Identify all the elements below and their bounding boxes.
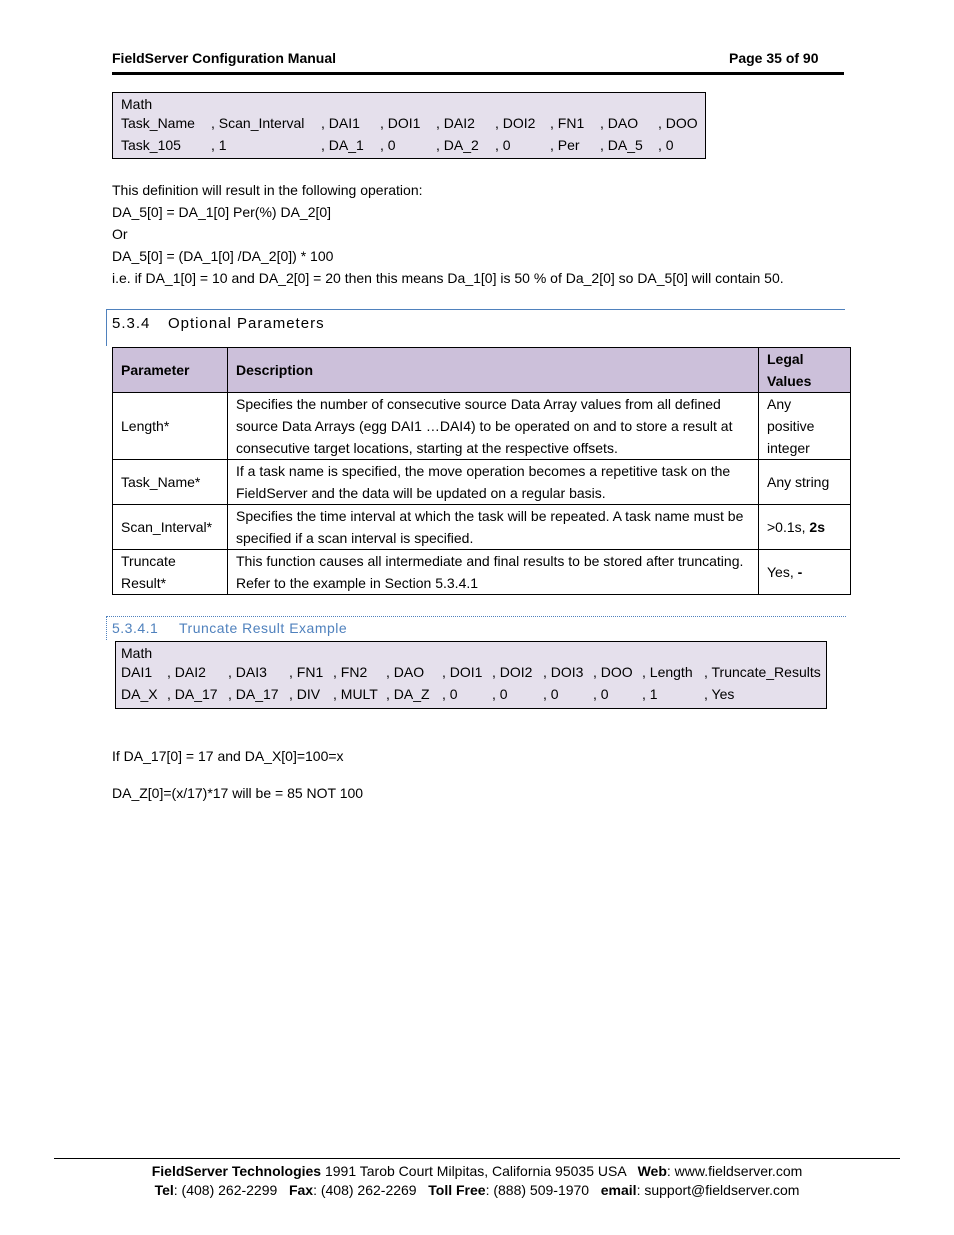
legal-value-text: Yes, — [767, 564, 798, 580]
legal-value-text: >0.1s, — [767, 519, 810, 535]
config-header-cell: , FN2 — [333, 664, 368, 680]
footer-web-label: Web — [637, 1163, 667, 1179]
column-header-parameter: Parameter — [113, 348, 228, 393]
config-value-cell: DA_X — [121, 686, 158, 702]
param-name: Task_Name* — [113, 460, 228, 505]
footer-rule — [54, 1158, 900, 1159]
document-title: FieldServer Configuration Manual — [112, 50, 337, 66]
column-header-description: Description — [228, 348, 759, 393]
footer-tel-label: Tel — [154, 1182, 174, 1198]
config-header-cell: , DAI2 — [167, 664, 206, 680]
config-value-cell: , 1 — [211, 137, 227, 153]
operation-intro: This definition will result in the following operation: — [112, 182, 423, 198]
config-value-cell: , Yes — [704, 686, 735, 702]
config-value-cell: , DA_17 — [167, 686, 218, 702]
footer-web-link[interactable]: : www.fieldserver.com — [666, 1163, 803, 1179]
subsection-rule-vertical — [106, 616, 107, 640]
header-rule — [112, 72, 844, 75]
config-value-cell: , 0 — [495, 137, 511, 153]
config-block-truncate — [115, 641, 827, 709]
config-header-cell: , FN1 — [289, 664, 324, 680]
param-description: Specifies the time interval at which the task will be repeated. A task name must be specified if a scan interval is specified. — [228, 505, 759, 550]
config-value-cell: , DIV — [289, 686, 321, 702]
config-header-cell: , DOI3 — [543, 664, 584, 680]
config-header-cell: , DOI1 — [442, 664, 483, 680]
param-description: If a task name is specified, the move operation becomes a repetitive task on the FieldServer and the data will be updated on a regular basis. — [228, 460, 759, 505]
config-header-cell: , DOO — [593, 664, 633, 680]
footer-address-line — [54, 1163, 900, 1179]
footer-contact-line — [54, 1182, 900, 1198]
config-value-cell: , 0 — [380, 137, 396, 153]
table-row — [113, 393, 851, 460]
config-line-math: Math — [121, 96, 153, 112]
config-header-cell: , DOO — [658, 115, 698, 131]
param-legal-values — [759, 505, 851, 550]
table-row — [113, 550, 851, 595]
operation-equation-2: DA_5[0] = (DA_1[0] /DA_2[0]) * 100 — [112, 248, 334, 264]
config-header-cell: , DAO — [386, 664, 425, 680]
config-value-cell: , 0 — [442, 686, 458, 702]
legal-value-default: - — [797, 564, 803, 580]
config-value-cell: , DA_1 — [321, 137, 364, 153]
config-value-cell: , DA_17 — [228, 686, 279, 702]
config-header-cell: , Truncate_Results — [704, 664, 821, 680]
legal-header-line-1: Legal — [767, 351, 804, 367]
config-value-cell: , 0 — [658, 137, 674, 153]
param-description: This function causes all intermediate and final results to be stored after truncating. Refer to the example in Section 5.3.4.1 — [228, 550, 759, 595]
param-legal-values: Any string — [759, 460, 851, 505]
column-header-legal-values — [759, 348, 851, 393]
subsection-heading — [112, 620, 347, 636]
param-legal-values: Any positive integer — [759, 393, 851, 460]
table-row — [113, 505, 851, 550]
table-row — [113, 460, 851, 505]
footer-tollfree-label: Toll Free — [428, 1182, 486, 1198]
example-line-1: If DA_17[0] = 17 and DA_X[0]=100=x — [112, 748, 344, 764]
operation-or: Or — [112, 226, 128, 242]
footer-tel: : (408) 262-2299 — [173, 1182, 289, 1198]
subsection-title: Truncate Result Example — [179, 620, 348, 636]
config-value-cell: , DA_Z — [386, 686, 430, 702]
config-header-cell: , DOI2 — [495, 115, 536, 131]
config-value-cell: , Per — [550, 137, 580, 153]
page-number: Page 35 of 90 — [729, 50, 819, 66]
param-name: Scan_Interval* — [113, 505, 228, 550]
config-header-cell: , DOI2 — [492, 664, 533, 680]
operation-equation-1: DA_5[0] = DA_1[0] Per(%) DA_2[0] — [112, 204, 332, 220]
optional-parameters-table — [112, 347, 851, 595]
config-header-cell: , FN1 — [550, 115, 585, 131]
footer-company: FieldServer Technologies — [151, 1163, 322, 1179]
config-value-cell: , DA_2 — [436, 137, 479, 153]
section-heading — [112, 315, 325, 332]
subsection-rule — [106, 616, 846, 617]
param-name: Truncate Result* — [113, 550, 228, 595]
config-header-cell: , DOI1 — [380, 115, 421, 131]
section-number: 5.3.4 — [112, 315, 151, 332]
section-title: Optional Parameters — [168, 315, 325, 332]
operation-explanation: i.e. if DA_1[0] = 10 and DA_2[0] = 20 then this means Da_1[0] is 50 % of Da_2[0] so DA_5[0] will contain 50. — [112, 270, 784, 286]
param-name: Length* — [113, 393, 228, 460]
subsection-number: 5.3.4.1 — [112, 620, 159, 636]
config-header-cell: , DAO — [600, 115, 639, 131]
footer-fax: : (408) 262-2269 — [313, 1182, 429, 1198]
config-header-cell: , Length — [642, 664, 693, 680]
config-value-cell: , 1 — [642, 686, 658, 702]
config-block-task — [112, 92, 706, 159]
config-value-cell: , 0 — [593, 686, 609, 702]
config-value-cell: , DA_5 — [600, 137, 643, 153]
footer-email-link[interactable]: : support@fieldserver.com — [636, 1182, 800, 1198]
example-line-2: DA_Z[0]=(x/17)*17 will be = 85 NOT 100 — [112, 785, 364, 801]
config-header-cell: , Scan_Interval — [211, 115, 305, 131]
param-description: Specifies the number of consecutive source Data Array values from all defined source Data Arrays (egg DAI1 …DAI4) to be operated on and to store a result at consecutive target locations, starting at the respective offsets. — [228, 393, 759, 460]
config-header-cell: Task_Name — [121, 115, 195, 131]
param-legal-values — [759, 550, 851, 595]
config-header-cell: , DAI3 — [228, 664, 267, 680]
legal-header-line-2: Values — [767, 373, 812, 389]
config-value-cell: , MULT — [333, 686, 378, 702]
footer-address: 1991 Tarob Court Milpitas, California 95035 USA — [321, 1163, 638, 1179]
config-header-cell: , DAI1 — [321, 115, 360, 131]
config-value-cell: Task_105 — [121, 137, 181, 153]
config-header-cell: DAI1 — [121, 664, 153, 680]
legal-value-default: 2s — [809, 519, 825, 535]
config-line-math: Math — [121, 645, 153, 661]
config-value-cell: , 0 — [543, 686, 559, 702]
footer-tollfree: : (888) 509-1970 — [485, 1182, 601, 1198]
config-value-cell: , 0 — [492, 686, 508, 702]
footer-fax-label: Fax — [288, 1182, 314, 1198]
config-header-cell: , DAI2 — [436, 115, 475, 131]
footer-email-label: email — [600, 1182, 637, 1198]
